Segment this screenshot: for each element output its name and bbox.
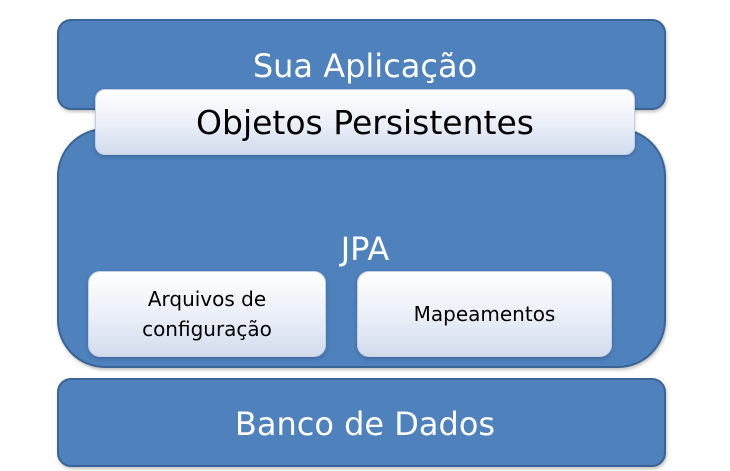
persistent-objects-box	[95, 89, 635, 155]
config-files-box	[88, 271, 326, 357]
mappings-label: Mapeamentos	[413, 302, 556, 326]
persistent-objects-label: Objetos Persistentes	[196, 102, 534, 142]
application-layer-label: Sua Aplicação	[252, 47, 478, 85]
database-layer-label: Banco de Dados	[234, 405, 496, 443]
config-files-label: Arquivos de configuração	[142, 287, 272, 341]
jpa-layer-label: JPA	[340, 230, 390, 268]
mappings-box	[357, 271, 612, 357]
